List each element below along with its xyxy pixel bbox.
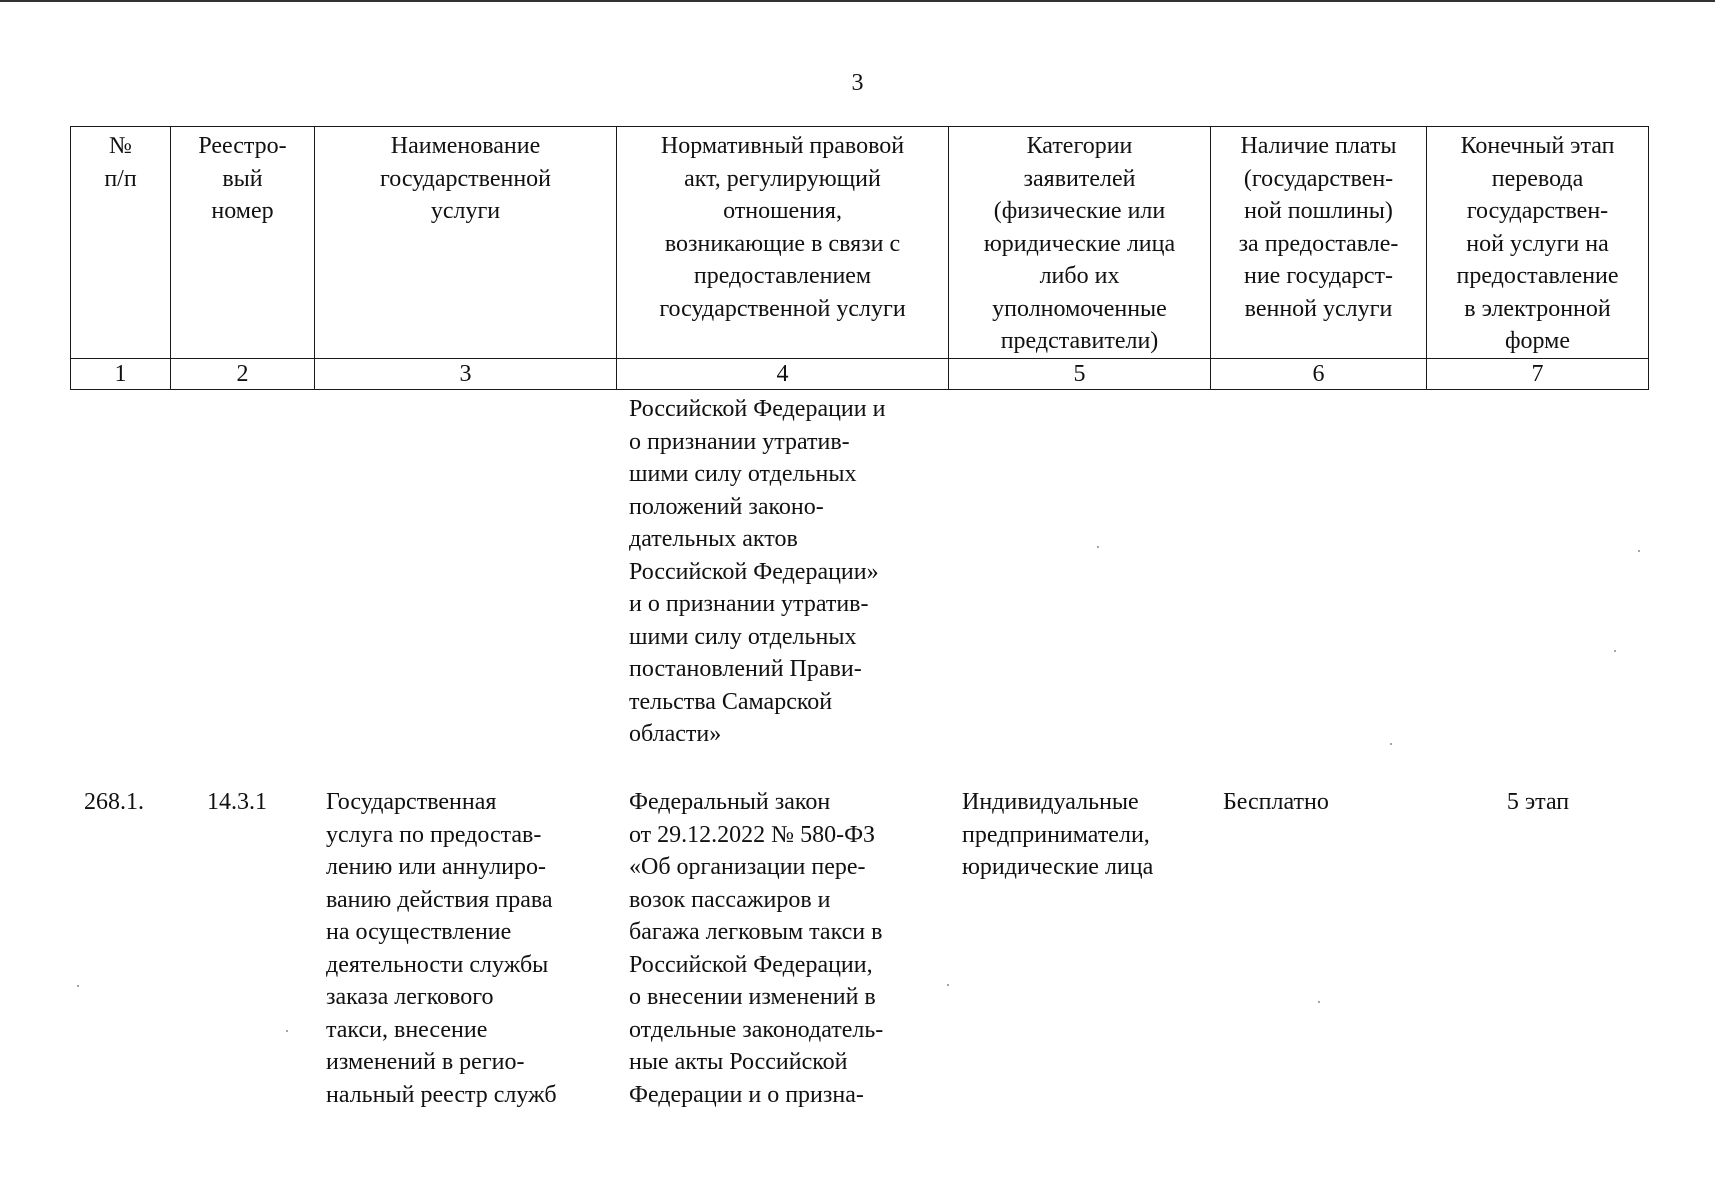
col-number-7: 7	[1427, 358, 1649, 389]
row-legal-act: Федеральный закон от 29.12.2022 № 580-ФЗ «Об организации пере- возок пассажиров и багажа легковым такси в Российской Федерации, о внесении изменений в отдельные законодатель- ные акты Российской Федерации и о призна-	[629, 789, 884, 1108]
continued-legal-act-text: Российской Федерации и о признании утратив- шими силу отдельных положений законо- дательных актов Российской Федерации» и о признании утратив- шими силу отдельных постановлений Прави- тельства Самарской области»	[629, 396, 886, 747]
col-number-2: 2	[171, 358, 315, 389]
scan-speck	[286, 1030, 288, 1032]
scan-speck	[1097, 546, 1099, 548]
scan-top-edge	[0, 0, 1715, 2]
col-number-1: 1	[71, 358, 171, 389]
page-number: 3	[851, 70, 864, 96]
row-final-stage: 5 этап	[1506, 789, 1570, 815]
row-registry-number: 14.3.1	[207, 789, 267, 815]
scan-speck	[1614, 650, 1616, 652]
col-header-registry-number: Реестро- вый номер	[171, 127, 315, 359]
col-number-3: 3	[315, 358, 617, 389]
scan-speck	[1638, 550, 1640, 552]
col-header-applicant-categories: Категории заявителей (физические или юридические лица либо их уполномоченные представители)	[949, 127, 1211, 359]
row-service-name: Государственная услуга по предостав- лению или аннулиро- ванию действия права на осуществление деятельности службы заказа легкового такси, внесение изменений в регио- нальный реестр служб	[326, 789, 557, 1108]
col-header-fee: Наличие платы (государствен- ной пошлины) за предоставле- ние государст- венной услуги	[1211, 127, 1427, 359]
row-applicant-categories: Индивидуальные предприниматели, юридические лица	[962, 789, 1154, 880]
col-number-4: 4	[617, 358, 949, 389]
col-header-final-stage: Конечный этап перевода государствен- ной услуги на предоставление в электронной форме	[1427, 127, 1649, 359]
col-number-5: 5	[949, 358, 1211, 389]
col-header-legal-act: Нормативный правовой акт, регулирующий отношения, возникающие в связи с предоставлением государственной услуги	[617, 127, 949, 359]
column-number-row	[71, 358, 1649, 389]
row-fee: Бесплатно	[1223, 789, 1329, 815]
row-index: 268.1.	[84, 789, 144, 815]
col-header-index: № п/п	[71, 127, 171, 359]
services-table-header	[70, 126, 1649, 390]
col-header-service-name: Наименование государственной услуги	[315, 127, 617, 359]
scan-speck	[1390, 743, 1392, 745]
col-number-6: 6	[1211, 358, 1427, 389]
scan-speck	[1318, 1001, 1320, 1003]
scan-speck	[77, 985, 79, 987]
scan-speck	[947, 984, 949, 986]
header-row	[71, 127, 1649, 359]
